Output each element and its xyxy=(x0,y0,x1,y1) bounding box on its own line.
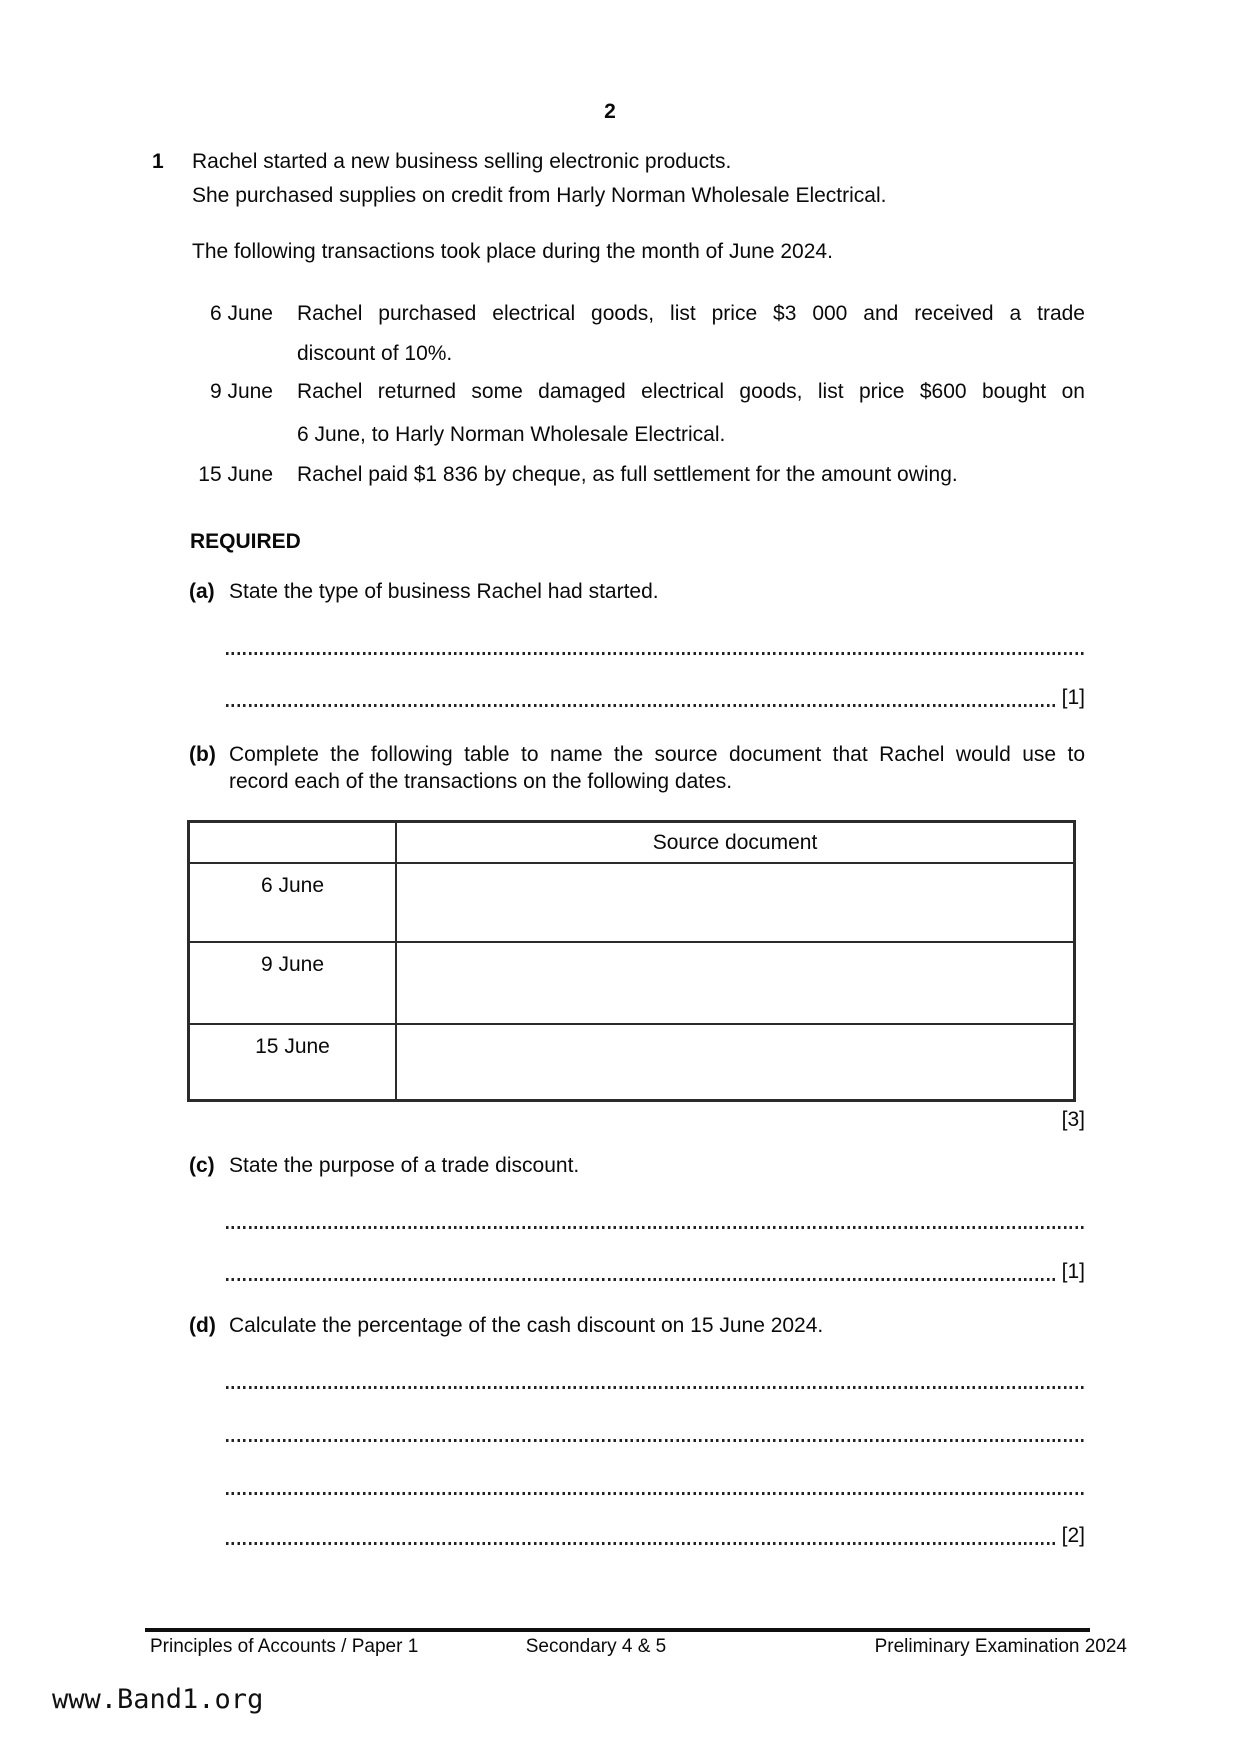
part-a-label: (a) xyxy=(189,580,215,603)
intro-line-1: Rachel started a new business selling electronic products. xyxy=(192,150,732,173)
footer-left: Principles of Accounts / Paper 1 xyxy=(150,1636,419,1657)
source-document-table xyxy=(187,820,1076,1102)
table-answer-cell xyxy=(395,1023,1073,1099)
answer-line xyxy=(226,1439,1085,1442)
part-d-text: Calculate the percentage of the cash discount on 15 June 2024. xyxy=(229,1314,824,1337)
table-corner-cell xyxy=(190,823,395,862)
marks-badge: [1] xyxy=(1061,1260,1085,1283)
answer-line xyxy=(226,1278,1057,1281)
table-date-cell: 15 June xyxy=(190,1023,395,1099)
table-answer-cell xyxy=(395,862,1073,941)
transaction-text: 6 June, to Harly Norman Wholesale Electrical. xyxy=(297,423,726,446)
marks-badge: [1] xyxy=(1061,686,1085,709)
part-c-text: State the purpose of a trade discount. xyxy=(229,1154,580,1177)
transaction-date: 6 June xyxy=(209,302,273,325)
marks-badge: [3] xyxy=(1061,1108,1085,1131)
table-date-cell: 9 June xyxy=(190,941,395,1023)
part-b-text-line-1: Complete the following table to name the source document that Rachel would use to xyxy=(229,743,1085,766)
part-b-label: (b) xyxy=(189,743,216,766)
answer-line xyxy=(226,1386,1085,1389)
intro-line-3: The following transactions took place during the month of June 2024. xyxy=(192,240,833,263)
transaction-text: discount of 10%. xyxy=(297,342,453,365)
answer-line xyxy=(226,1492,1085,1495)
footer-right: Preliminary Examination 2024 xyxy=(874,1636,1127,1657)
footer-center: Secondary 4 & 5 xyxy=(525,1636,667,1657)
answer-line xyxy=(226,1226,1085,1229)
page-number: 2 xyxy=(604,100,616,123)
answer-line xyxy=(226,1542,1057,1545)
part-a-text: State the type of business Rachel had started. xyxy=(229,580,659,603)
required-heading: REQUIRED xyxy=(190,530,301,553)
part-c-label: (c) xyxy=(189,1154,215,1177)
site-watermark: www.Band1.org xyxy=(52,1684,264,1715)
transaction-date: 9 June xyxy=(209,380,273,403)
footer-divider xyxy=(145,1628,1090,1632)
answer-line xyxy=(226,704,1057,707)
part-b-text-line-2: record each of the transactions on the following dates. xyxy=(229,770,733,793)
marks-badge: [2] xyxy=(1061,1524,1085,1547)
answer-line xyxy=(226,652,1085,655)
table-header-cell: Source document xyxy=(395,823,1073,862)
intro-line-2: She purchased supplies on credit from Harly Norman Wholesale Electrical. xyxy=(192,184,887,207)
table-answer-cell xyxy=(395,941,1073,1023)
transaction-text: Rachel purchased electrical goods, list price $3 000 and received a trade xyxy=(297,302,1085,325)
question-number: 1 xyxy=(152,150,164,173)
table-date-cell: 6 June xyxy=(190,862,395,941)
part-d-label: (d) xyxy=(189,1314,216,1337)
transaction-text: Rachel paid $1 836 by cheque, as full settlement for the amount owing. xyxy=(297,463,958,486)
transaction-text: Rachel returned some damaged electrical goods, list price $600 bought on xyxy=(297,380,1085,403)
transaction-date: 15 June xyxy=(198,463,273,486)
